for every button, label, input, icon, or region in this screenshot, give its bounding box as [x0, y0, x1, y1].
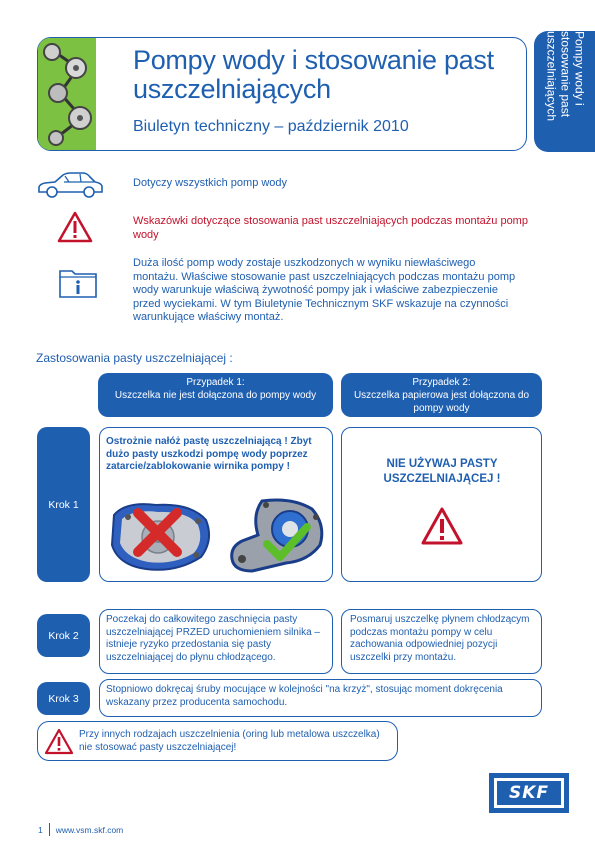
applies-text: Dotyczy wszystkich pomp wody	[133, 177, 288, 189]
step1-case2-text: NIE UŻYWAJ PASTY USZCZELNIAJĄCEJ !	[383, 458, 501, 485]
step3-label: Krok 3	[37, 682, 90, 715]
check-icon	[262, 520, 312, 565]
step2-label: Krok 2	[37, 614, 90, 657]
footer-url[interactable]: www.vsm.skf.com	[55, 824, 124, 835]
side-tab-label: Pompy wody i stosowanie past uszczelniających	[544, 31, 587, 122]
warning-triangle-icon	[57, 210, 93, 244]
step3-text: Stopniowo dokręcaj śruby mocujące w kolejności "na krzyż", stosując moment dokręcenia wskazany przez producenta samochodu.	[106, 684, 503, 708]
case1-header: Przypadek 1: Uszczelka nie jest dołączona do pompy wody	[98, 373, 333, 417]
step2-case1-text: Poczekaj do całkowitego zaschnięcia pasty uszczelniającej PRZED uruchomieniem silnika – istnieje ryzyko przedostania się pasty uszczelniającej do płynu chłodzącego.	[106, 614, 320, 663]
info-text: Duża ilość pomp wody zostaje uszkodzonych w wyniku niewłaściwego montażu. Właściwe stosowanie past uszczelniających podczas montażu pomp wody warunkuje właściwą żywotność pompy jak i właściwe zabezpieczenie przed wyciekami. W tym Biuletynie Technicznym SKF wskazuje na czynności warunkujące właściwy montaż.	[133, 257, 516, 323]
footer	[38, 823, 123, 836]
info-folder-icon	[58, 265, 98, 299]
warning-triangle-icon	[44, 728, 74, 755]
step1-case1-text: Ostrożnie nałóż pastę uszczelniającą ! Zbyt dużo pasty uszkodzi pompę wody poprzez zatarcie/zablokowanie wirnika pompy !	[106, 436, 312, 472]
step1-label: Krok 1	[37, 427, 90, 582]
case2-header: Przypadek 2: Uszczelka papierowa jest dołączona do pompy wody	[341, 373, 542, 417]
page-title: Pompy wody i stosowanie past uszczelniających	[133, 45, 494, 104]
warning-triangle-icon	[420, 506, 464, 546]
bottom-warning-text: Przy innych rodzajach uszczelnienia (oring lub metalowa uszczelka) nie stosować pasty uszczelniającej!	[79, 729, 380, 753]
step1-case2-box	[341, 427, 542, 582]
cross-icon	[130, 505, 185, 560]
page-subtitle: Biuletyn techniczny – październik 2010	[133, 118, 409, 135]
page-number: 1	[38, 824, 43, 835]
warning-text: Wskazówki dotyczące stosowania past uszczelniających podczas montażu pomp wody	[133, 215, 528, 241]
section-label: Zastosowania pasty uszczelniającej :	[36, 351, 233, 365]
footer-divider	[49, 823, 50, 836]
skf-logo-text: SKF	[508, 783, 550, 803]
step2-case2-text: Posmaruj uszczelkę płynem chłodzącym podczas montażu pompy w celu zachowania odpowiedniej pozycji uszczelki przy montażu.	[350, 614, 530, 663]
car-icon	[35, 170, 105, 200]
belt-drive-image	[38, 38, 96, 150]
